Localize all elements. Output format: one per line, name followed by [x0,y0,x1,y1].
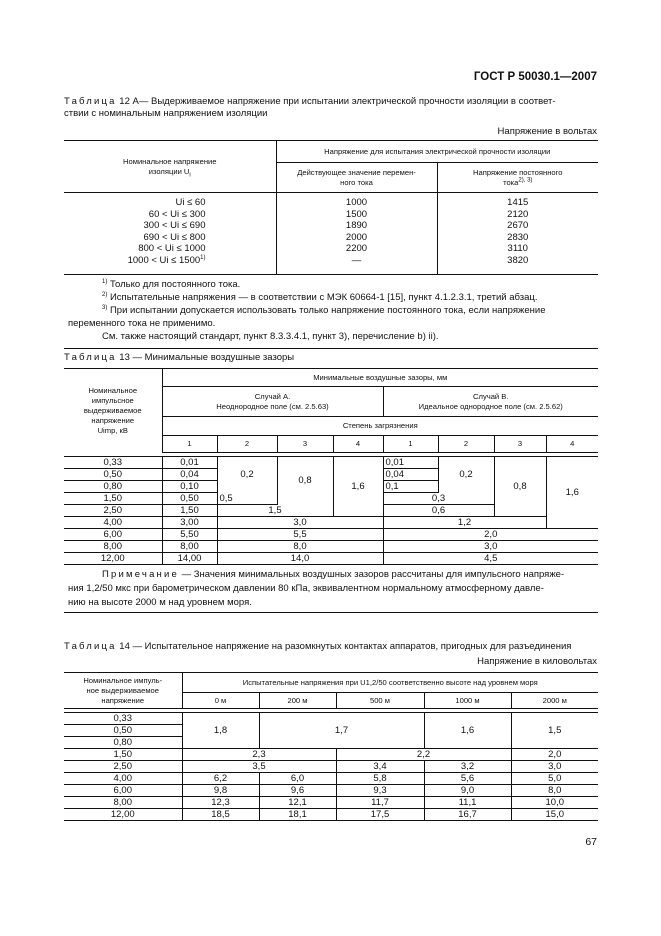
t13-cell: 3,0 [383,541,598,553]
t13-cell: 14,0 [217,553,383,565]
t14-cell: 3,4 [336,761,424,773]
t14-altitude: 1000 м [424,693,511,709]
t14-voltage: 1,50 [64,749,182,761]
t14-cell: 8,0 [511,785,598,797]
t14-cell: 2,2 [336,749,511,761]
t12a-voltage-ranges: Ui ≤ 60 60 < Ui ≤ 300 300 < Ui ≤ 690 690 < Ui ≤ 800 800 < Ui ≤ 1000 $1000 < Ui \le 1500^{1)}$ [64,193,276,275]
t12a-ac-values: 1000 1500 1890 2000 2200 — [276,193,437,275]
t14-cell: 9,6 [259,785,336,797]
t14-altitude: 0 м [182,693,259,709]
t14-voltage: 12,00 [64,809,182,821]
t13-cell: 3,0 [217,517,383,529]
t13-cell: 5,5 [217,529,383,541]
t13-voltage: 0,80 [64,481,162,493]
t13-cell: 0,01 [162,457,217,469]
t13-cell: 0,5 [217,493,277,505]
t13-cell: 0,8 [277,457,333,505]
t14-altitude: 2000 м [511,693,598,709]
table-12a [64,140,598,349]
t13-voltage: 1,50 [64,493,162,505]
t12a-col-ac-header: Действующее значение перемен- ного тока [276,163,437,193]
t13-degree: 4 [333,436,383,453]
t13-cell: 1,6 [333,457,383,517]
t13-cell: 0,01 [383,457,438,469]
t14-cell: 12,1 [259,797,336,809]
t13-cell: 0,2 [438,457,494,493]
t13-degree: 2 [217,436,277,453]
t13-cell: 1,2 [383,517,546,529]
t13-cell: 2,0 [383,529,598,541]
table-12a-caption: Таблица 12 А— Выдерживаемое напряжение при испытании электрической прочности изоляции в соответ- ствии с номинальным напряжением изоляции [64,96,556,119]
t13-cell: 8,0 [217,541,383,553]
t14-voltage: 2,50 [64,761,182,773]
t13-cell: 0,1 [383,481,438,493]
t13-cell: 14,00 [162,553,217,565]
t14-cell: 3,5 [182,761,336,773]
table-14-caption: Таблица 14 — Испытательное напряжение на разомкнутых контактах аппаратов, пригодных для разъединения [64,641,572,652]
t13-cell: 8,00 [162,541,217,553]
t12a-group-header: Напряжение для испытания электрической прочности изоляции [276,141,598,163]
t14-voltage: 0,33 [64,713,182,725]
t13-group-header: Минимальные воздушные зазоры, мм [162,369,598,387]
t14-altitude: 200 м [259,693,336,709]
t14-cell: 16,7 [424,809,511,821]
page-number: 67 [585,836,597,848]
t14-cell: 1,5 [511,713,598,749]
t12a-col-voltage-header: Номинальное напряжение изоляции $U_i$ [64,141,276,193]
t14-cell: 1,8 [182,713,259,749]
t14-cell: 9,3 [336,785,424,797]
t13-degree: 3 [277,436,333,453]
t14-cell: 6,0 [259,773,336,785]
t14-voltage: 0,80 [64,737,182,749]
t13-degree: 2 [438,436,494,453]
t13-voltage: 8,00 [64,541,162,553]
t13-pollution-header: Степень загрязнения [162,417,598,436]
t14-cell: 18,1 [259,809,336,821]
t13-cell: 0,04 [383,469,438,481]
t14-group-header: Испытательные напряжения при U1,2/50 соответственно высоте над уровнем моря [182,673,598,693]
t14-voltage: 4,00 [64,773,182,785]
t13-cell: 3,00 [162,517,217,529]
t14-cell: 10,0 [511,797,598,809]
t14-cell: 1,6 [424,713,511,749]
t14-cell: 15,0 [511,809,598,821]
t13-voltage: 0,33 [64,457,162,469]
document-code: ГОСТ Р 50030.1—2007 [473,71,597,83]
t13-degree: 1 [383,436,438,453]
t13-degree: 1 [162,436,217,453]
t14-cell: 3,2 [424,761,511,773]
t14-cell: 11,1 [424,797,511,809]
t14-voltage: 0,50 [64,725,182,737]
t13-case-a-header: Случай А. Неоднородное поле (см. 2.5.63) [162,387,383,417]
table-14-units: Напряжение в киловольтах [477,656,597,667]
t13-cell: 0,6 [383,505,494,517]
t14-cell: 18,5 [182,809,259,821]
t13-cell: 1,50 [162,505,217,517]
t13-cell: 0,04 [162,469,217,481]
t13-cell: 0,50 [162,493,217,505]
t14-cell: 5,0 [511,773,598,785]
t14-cell: 2,0 [511,749,598,761]
t14-cell: 5,8 [336,773,424,785]
t14-cell: 9,0 [424,785,511,797]
t14-cell: 9,8 [182,785,259,797]
t13-voltage: 4,00 [64,517,162,529]
t14-cell: 1,7 [259,713,424,749]
t14-voltage: 6,00 [64,785,182,797]
table-13-caption: Таблица 13 — Минимальные воздушные зазоры [64,352,295,363]
t14-cell: 5,6 [424,773,511,785]
t14-cell: 17,5 [336,809,424,821]
t14-voltage-header: Номинальное импуль- ное выдерживаемое напряжение [64,673,182,709]
t13-case-b-header: Случай В. Идеальное однородное поле (см. 2.5.62) [383,387,598,417]
t14-cell: 11,7 [336,797,424,809]
table-14 [64,672,598,821]
t13-voltage: 0,50 [64,469,162,481]
table-12a-units: Напряжение в вольтах [497,126,597,137]
t14-voltage: 8,00 [64,797,182,809]
t12a-dc-values: 1415 2120 2670 2830 3110 3820 [437,193,598,275]
t12a-col-dc-header: Напряжение постоянного тока$^{2), 3)}$ [437,163,598,193]
t14-cell: 3,0 [511,761,598,773]
table-13 [64,368,598,613]
t14-altitude: 500 м [336,693,424,709]
t14-cell: 2,3 [182,749,336,761]
t13-cell: 0,8 [494,457,546,517]
t13-voltage: 6,00 [64,529,162,541]
t13-voltage-header: Номинальное импульсное выдерживаемое напряжение Uimp, кВ [64,369,162,453]
t13-cell: 4,5 [383,553,598,565]
t13-cell: 1,6 [546,457,598,529]
t13-cell: 0,3 [383,493,494,505]
t13-voltage: 2,50 [64,505,162,517]
t13-cell: 0,2 [217,457,277,493]
t14-cell: 12,3 [182,797,259,809]
t14-cell: 6,2 [182,773,259,785]
t13-cell: 5,50 [162,529,217,541]
t13-degree: 3 [494,436,546,453]
t12a-footnotes: $^{1)}$ Только для постоянного тока. $^{2)}$ Испытательные напряжения — в соответствии с МЭК 60664-1 [15], пункт 4.1.2.3.1, третий абзац. $^{3)}$ При испытании допускается использовать только напряжение постоянного тока, если напряжение переменного тока не применимо. См. также настоящий стандарт, пункт 8.3.3.4.1, пункт 3), перечисление b) ii). [64,275,598,349]
t13-note: Примечание — Значения минимальных воздушных зазоров рассчитаны для импульсного напряже- ния 1,2/50 мкс при барометрическом давлении 80 кПа, эквивалентном нормальному атмосферному давле- нию на высоте 2000 м над уровнем моря. [64,565,598,613]
t13-voltage: 12,00 [64,553,162,565]
t13-cell: 0,10 [162,481,217,493]
t13-cell: 1,5 [217,505,333,517]
t13-degree: 4 [546,436,598,453]
